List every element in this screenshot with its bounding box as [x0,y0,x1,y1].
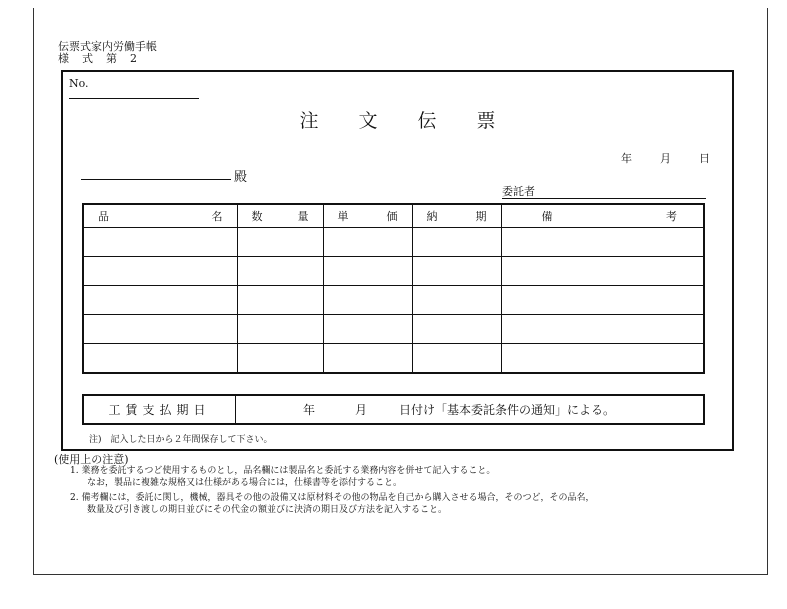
table-cell[interactable] [323,286,412,315]
table-cell[interactable] [237,315,323,344]
number-label: No. [69,77,89,90]
payment-year-label: 年 [303,403,316,417]
table-cell[interactable] [501,286,704,315]
column-header-remarks: 備 考 [501,204,704,228]
table-cell[interactable] [237,286,323,315]
payment-date-label: 工賃支払期日 [84,396,236,423]
table-cell[interactable] [83,257,237,286]
table-cell[interactable] [412,344,501,374]
payment-month-label: 月 [355,403,368,417]
year-label: 年 [621,152,632,165]
usage-note-1: 1. 業務を委託するつど使用するものとし，品名欄には製品名と委託する業務内容を併せて記入すること。 [70,466,496,476]
column-header-item-name: 品 名 [83,204,237,228]
column-header-quantity: 数 量 [237,204,323,228]
usage-note-1-cont: なお，製品に複雑な規格又は仕様がある場合には，仕様書等を添付すること。 [87,478,403,488]
table-row [83,344,704,374]
form-series-title: 伝票式家内労働手帳 [58,40,157,53]
date-row [621,150,710,166]
addressee-field-line[interactable] [81,179,231,180]
usage-notes-title: (使用上の注意) [54,453,129,466]
payment-terms-text: 日付け「基本委託条件の通知」による。 [399,403,616,417]
table-row [83,315,704,344]
table-cell[interactable] [501,315,704,344]
table-cell[interactable] [412,315,501,344]
table-cell[interactable] [501,228,704,257]
table-cell[interactable] [501,344,704,374]
table-row [83,228,704,257]
table-row [83,286,704,315]
table-cell[interactable] [323,344,412,374]
table-cell[interactable] [323,257,412,286]
order-slip [61,70,734,451]
column-header-unit-price: 単 価 [323,204,412,228]
column-header-delivery-date: 納 期 [412,204,501,228]
items-table [82,203,705,374]
table-cell[interactable] [237,344,323,374]
table-cell[interactable] [501,257,704,286]
table-cell[interactable] [83,344,237,374]
number-field-line[interactable] [69,98,199,99]
table-cell[interactable] [412,257,501,286]
payment-date-row [82,394,705,425]
table-cell[interactable] [323,228,412,257]
table-cell[interactable] [412,228,501,257]
form-number: 様 式 第 2 [58,52,138,65]
usage-note-2: 2. 備考欄には，委託に関し，機械，器具その他の設備又は原材料その他の物品を自己から購入させる場合，そのつど，その品名， [70,493,595,503]
addressee-honorific: 殿 [234,170,248,185]
table-cell[interactable] [237,257,323,286]
table-cell[interactable] [323,315,412,344]
month-label: 月 [660,152,671,165]
usage-note-2-cont: 数量及び引き渡しの期日並びにその代金の額並びに決済の期日及び方法を記入すること。 [87,505,448,515]
table-cell[interactable] [83,228,237,257]
retention-note: 注) 記入した日から２年間保存して下さい。 [89,435,273,445]
table-cell[interactable] [237,228,323,257]
table-header-row [83,204,704,228]
payment-date-value [236,401,703,418]
table-cell[interactable] [83,286,237,315]
consignor-label: 委託者 [502,185,535,198]
consignor-field-line[interactable] [502,198,706,199]
table-row [83,257,704,286]
table-cell[interactable] [412,286,501,315]
table-cell[interactable] [83,315,237,344]
day-label: 日 [699,152,710,165]
slip-title: 注文伝票 [299,110,536,132]
